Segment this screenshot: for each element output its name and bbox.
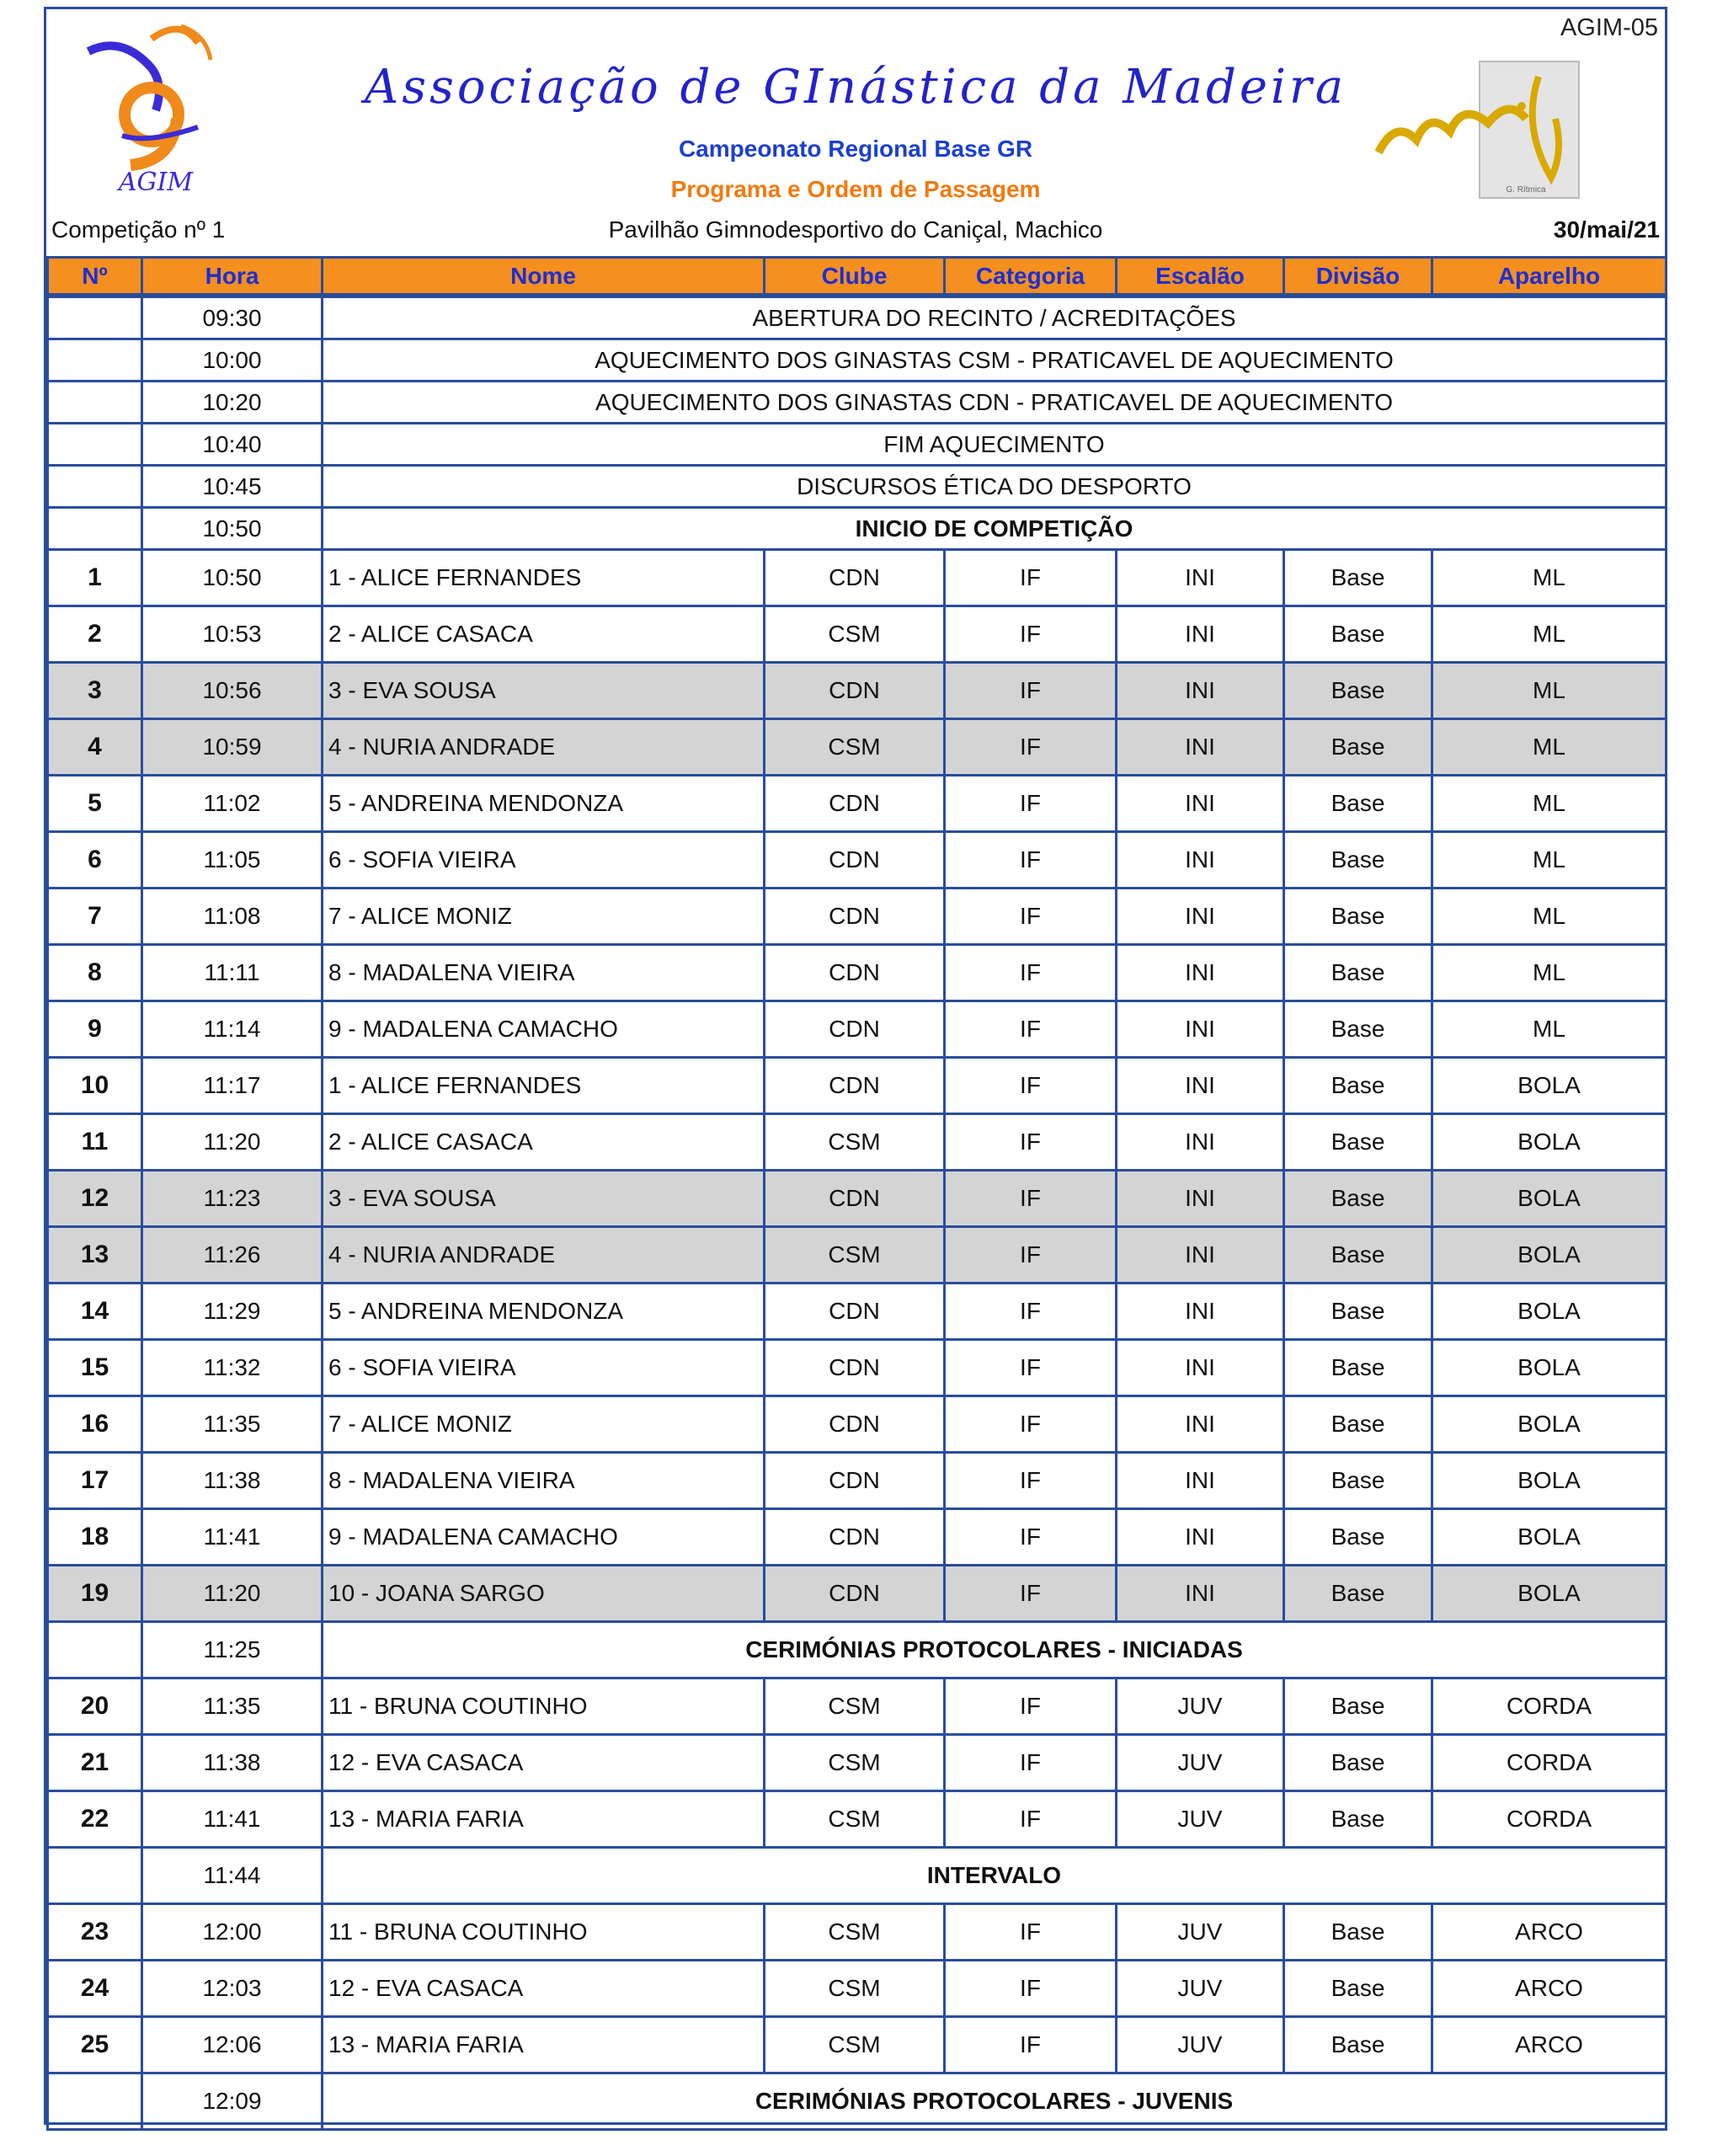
cell-nome: 13 - MARIA FARIA <box>323 1791 765 1848</box>
event-row <box>48 382 1667 424</box>
cell-categoria: IF <box>945 550 1117 606</box>
cell-no: 2 <box>48 606 142 663</box>
cell-no: 25 <box>48 2017 142 2073</box>
cell-divisao: Base <box>1284 889 1432 945</box>
cell-nome: 7 - ALICE MONIZ <box>323 1396 765 1453</box>
cell-aparelho: BOLA <box>1432 1340 1667 1396</box>
cell-hora: 11:08 <box>142 889 323 945</box>
cell-no: 7 <box>48 889 142 945</box>
cell-hora: 11:32 <box>142 1340 323 1396</box>
event-row <box>48 296 1667 339</box>
cell-no <box>48 1622 142 1678</box>
cell-no: 11 <box>48 1114 142 1171</box>
table-row <box>48 1453 1667 1509</box>
cell-aparelho: ML <box>1432 776 1667 832</box>
cell-aparelho: BOLA <box>1432 1509 1667 1566</box>
cell-no <box>48 339 142 382</box>
cell-hora: 10:20 <box>142 382 323 424</box>
cell-event-text: ABERTURA DO RECINTO / ACREDITAÇÕES <box>323 296 1667 339</box>
table-row <box>48 550 1667 606</box>
schedule-body <box>48 296 1667 2130</box>
cell-event-text: DISCURSOS ÉTICA DO DESPORTO <box>323 466 1667 508</box>
table-row <box>48 776 1667 832</box>
cell-escalao: INI <box>1117 776 1284 832</box>
cell-categoria: IF <box>945 889 1117 945</box>
event-row <box>48 508 1667 550</box>
cell-no: 4 <box>48 719 142 776</box>
cell-nome: 12 - EVA CASACA <box>323 1961 765 2017</box>
cell-categoria: IF <box>945 776 1117 832</box>
col-header-nome: Nome <box>323 258 765 296</box>
logo-right-text: G. Rítmica <box>1506 185 1546 195</box>
cell-clube: CSM <box>765 1791 945 1848</box>
venue: Pavilhão Gimnodesportivo do Caniçal, Machico <box>608 216 1103 243</box>
cell-divisao: Base <box>1284 719 1432 776</box>
cell-hora: 11:11 <box>142 945 323 1001</box>
cell-nome: 11 - BRUNA COUTINHO <box>323 1904 765 1961</box>
cell-nome: 9 - MADALENA CAMACHO <box>323 1509 765 1566</box>
cell-no: 6 <box>48 832 142 889</box>
cell-hora: 12:00 <box>142 1904 323 1961</box>
event-row <box>48 339 1667 382</box>
cell-clube: CDN <box>765 1058 945 1114</box>
cell-aparelho: ARCO <box>1432 2017 1667 2073</box>
document-frame <box>44 7 1667 2125</box>
table-row <box>48 1340 1667 1396</box>
cell-clube: CDN <box>765 1566 945 1622</box>
cell-divisao: Base <box>1284 1791 1432 1848</box>
competition-date: 30/mai/21 <box>1553 216 1660 243</box>
cell-nome: 4 - NURIA ANDRADE <box>323 1227 765 1283</box>
cell-divisao: Base <box>1284 832 1432 889</box>
table-row <box>48 1283 1667 1340</box>
logo-left-text: AGIM <box>118 168 194 195</box>
cell-nome: 6 - SOFIA VIEIRA <box>323 832 765 889</box>
cell-hora: 11:14 <box>142 1001 323 1058</box>
cell-categoria: IF <box>945 1453 1117 1509</box>
col-header-escalao: Escalão <box>1117 258 1284 296</box>
cell-categoria: IF <box>945 1283 1117 1340</box>
cell-no <box>48 424 142 466</box>
cell-escalao: INI <box>1117 663 1284 719</box>
cell-hora: 12:09 <box>142 2073 323 2130</box>
cell-clube: CDN <box>765 550 945 606</box>
cell-event-text: CERIMÓNIAS PROTOCOLARES - JUVENIS <box>323 2073 1667 2130</box>
cell-no: 5 <box>48 776 142 832</box>
cell-aparelho: BOLA <box>1432 1058 1667 1114</box>
rhythmic-gymnastics-logo-icon <box>1370 60 1597 207</box>
table-row <box>48 889 1667 945</box>
document-header <box>46 9 1665 258</box>
cell-event-text: INTERVALO <box>323 1848 1667 1904</box>
cell-categoria: IF <box>945 719 1117 776</box>
col-header-hora: Hora <box>142 258 323 296</box>
cell-hora: 11:02 <box>142 776 323 832</box>
cell-categoria: IF <box>945 1678 1117 1735</box>
table-row <box>48 1171 1667 1227</box>
cell-aparelho: ML <box>1432 606 1667 663</box>
cell-hora: 10:40 <box>142 424 323 466</box>
cell-categoria: IF <box>945 606 1117 663</box>
cell-escalao: INI <box>1117 1340 1284 1396</box>
cell-no <box>48 1848 142 1904</box>
cell-no: 15 <box>48 1340 142 1396</box>
cell-clube: CSM <box>765 606 945 663</box>
cell-nome: 12 - EVA CASACA <box>323 1735 765 1791</box>
program-title: Programa e Ordem de Passagem <box>670 176 1041 202</box>
cell-escalao: INI <box>1117 1453 1284 1509</box>
cell-aparelho: BOLA <box>1432 1453 1667 1509</box>
cell-hora: 11:26 <box>142 1227 323 1283</box>
table-row <box>48 606 1667 663</box>
cell-hora: 11:38 <box>142 1453 323 1509</box>
cell-hora: 11:41 <box>142 1509 323 1566</box>
cell-no: 24 <box>48 1961 142 2017</box>
cell-escalao: INI <box>1117 1227 1284 1283</box>
cell-aparelho: ML <box>1432 719 1667 776</box>
cell-no <box>48 508 142 550</box>
cell-hora: 11:41 <box>142 1791 323 1848</box>
schedule-table <box>46 256 1667 2131</box>
cell-hora: 11:23 <box>142 1171 323 1227</box>
cell-divisao: Base <box>1284 1735 1432 1791</box>
table-row <box>48 1961 1667 2017</box>
cell-aparelho: CORDA <box>1432 1791 1667 1848</box>
table-row <box>48 2017 1667 2073</box>
cell-clube: CDN <box>765 889 945 945</box>
col-header-divisao: Divisão <box>1284 258 1432 296</box>
cell-nome: 2 - ALICE CASACA <box>323 1114 765 1171</box>
cell-escalao: INI <box>1117 719 1284 776</box>
cell-categoria: IF <box>945 663 1117 719</box>
cell-divisao: Base <box>1284 945 1432 1001</box>
cell-divisao: Base <box>1284 1058 1432 1114</box>
table-row <box>48 719 1667 776</box>
cell-nome: 11 - BRUNA COUTINHO <box>323 1678 765 1735</box>
col-header-categoria: Categoria <box>945 258 1117 296</box>
cell-escalao: INI <box>1117 1001 1284 1058</box>
table-row <box>48 1227 1667 1283</box>
cell-hora: 11:05 <box>142 832 323 889</box>
cell-no: 19 <box>48 1566 142 1622</box>
col-header-no: Nº <box>48 258 142 296</box>
cell-hora: 11:29 <box>142 1283 323 1340</box>
cell-escalao: JUV <box>1117 2017 1284 2073</box>
cell-hora: 12:03 <box>142 1961 323 2017</box>
cell-clube: CDN <box>765 1509 945 1566</box>
cell-no: 12 <box>48 1171 142 1227</box>
table-row <box>48 1791 1667 1848</box>
cell-nome: 1 - ALICE FERNANDES <box>323 1058 765 1114</box>
cell-escalao: JUV <box>1117 1735 1284 1791</box>
cell-divisao: Base <box>1284 1678 1432 1735</box>
cell-nome: 5 - ANDREINA MENDONZA <box>323 1283 765 1340</box>
cell-escalao: JUV <box>1117 1904 1284 1961</box>
document-code: AGIM-05 <box>1560 14 1658 41</box>
cell-categoria: IF <box>945 1509 1117 1566</box>
cell-nome: 10 - JOANA SARGO <box>323 1566 765 1622</box>
cell-event-text: CERIMÓNIAS PROTOCOLARES - INICIADAS <box>323 1622 1667 1678</box>
cell-clube: CDN <box>765 1001 945 1058</box>
cell-aparelho: ARCO <box>1432 1904 1667 1961</box>
cell-nome: 2 - ALICE CASACA <box>323 606 765 663</box>
table-row <box>48 663 1667 719</box>
cell-escalao: INI <box>1117 1058 1284 1114</box>
cell-categoria: IF <box>945 1340 1117 1396</box>
cell-divisao: Base <box>1284 1001 1432 1058</box>
cell-categoria: IF <box>945 1001 1117 1058</box>
cell-aparelho: BOLA <box>1432 1396 1667 1453</box>
cell-categoria: IF <box>945 1735 1117 1791</box>
table-row <box>48 1566 1667 1622</box>
cell-hora: 11:20 <box>142 1566 323 1622</box>
cell-escalao: INI <box>1117 1283 1284 1340</box>
cell-clube: CSM <box>765 719 945 776</box>
table-row <box>48 1114 1667 1171</box>
cell-nome: 8 - MADALENA VIEIRA <box>323 945 765 1001</box>
cell-no: 9 <box>48 1001 142 1058</box>
cell-clube: CSM <box>765 1227 945 1283</box>
cell-aparelho: BOLA <box>1432 1227 1667 1283</box>
cell-divisao: Base <box>1284 606 1432 663</box>
table-header-row <box>48 258 1667 296</box>
cell-clube: CSM <box>765 1961 945 2017</box>
section-row <box>48 1848 1667 1904</box>
cell-clube: CSM <box>765 2017 945 2073</box>
cell-nome: 3 - EVA SOUSA <box>323 1171 765 1227</box>
cell-divisao: Base <box>1284 1396 1432 1453</box>
table-row <box>48 1904 1667 1961</box>
cell-hora: 11:20 <box>142 1114 323 1171</box>
cell-clube: CDN <box>765 663 945 719</box>
cell-clube: CSM <box>765 1904 945 1961</box>
col-header-aparelho: Aparelho <box>1432 258 1667 296</box>
cell-categoria: IF <box>945 1171 1117 1227</box>
cell-aparelho: CORDA <box>1432 1678 1667 1735</box>
cell-event-text: FIM AQUECIMENTO <box>323 424 1667 466</box>
cell-no: 8 <box>48 945 142 1001</box>
cell-no <box>48 2073 142 2130</box>
cell-clube: CSM <box>765 1735 945 1791</box>
cell-aparelho: ML <box>1432 889 1667 945</box>
cell-categoria: IF <box>945 1566 1117 1622</box>
section-row <box>48 1622 1667 1678</box>
cell-categoria: IF <box>945 1058 1117 1114</box>
cell-aparelho: BOLA <box>1432 1171 1667 1227</box>
cell-categoria: IF <box>945 1114 1117 1171</box>
cell-clube: CDN <box>765 1453 945 1509</box>
table-row <box>48 1509 1667 1566</box>
cell-clube: CDN <box>765 1396 945 1453</box>
cell-clube: CDN <box>765 832 945 889</box>
cell-categoria: IF <box>945 1227 1117 1283</box>
cell-divisao: Base <box>1284 1171 1432 1227</box>
cell-escalao: JUV <box>1117 1791 1284 1848</box>
cell-divisao: Base <box>1284 1509 1432 1566</box>
cell-no: 1 <box>48 550 142 606</box>
cell-escalao: INI <box>1117 832 1284 889</box>
cell-no <box>48 296 142 339</box>
cell-escalao: INI <box>1117 1171 1284 1227</box>
cell-aparelho: ML <box>1432 663 1667 719</box>
cell-no: 22 <box>48 1791 142 1848</box>
cell-divisao: Base <box>1284 1453 1432 1509</box>
championship-title: Campeonato Regional Base GR <box>678 136 1033 162</box>
cell-hora: 12:06 <box>142 2017 323 2073</box>
cell-aparelho: ML <box>1432 832 1667 889</box>
cell-no: 14 <box>48 1283 142 1340</box>
cell-aparelho: CORDA <box>1432 1735 1667 1791</box>
cell-aparelho: ARCO <box>1432 1961 1667 2017</box>
cell-hora: 10:50 <box>142 550 323 606</box>
cell-hora: 09:30 <box>142 296 323 339</box>
cell-clube: CSM <box>765 1114 945 1171</box>
event-row <box>48 424 1667 466</box>
col-header-clube: Clube <box>765 258 945 296</box>
cell-categoria: IF <box>945 1904 1117 1961</box>
cell-no: 13 <box>48 1227 142 1283</box>
cell-clube: CDN <box>765 1171 945 1227</box>
cell-hora: 10:56 <box>142 663 323 719</box>
cell-aparelho: ML <box>1432 945 1667 1001</box>
cell-divisao: Base <box>1284 1283 1432 1340</box>
cell-hora: 11:25 <box>142 1622 323 1678</box>
cell-categoria: IF <box>945 1961 1117 2017</box>
cell-no: 16 <box>48 1396 142 1453</box>
cell-nome: 7 - ALICE MONIZ <box>323 889 765 945</box>
table-row <box>48 1001 1667 1058</box>
cell-nome: 3 - EVA SOUSA <box>323 663 765 719</box>
cell-no: 3 <box>48 663 142 719</box>
cell-clube: CDN <box>765 1283 945 1340</box>
table-row <box>48 1678 1667 1735</box>
cell-divisao: Base <box>1284 663 1432 719</box>
section-row <box>48 2073 1667 2130</box>
cell-divisao: Base <box>1284 550 1432 606</box>
cell-escalao: INI <box>1117 606 1284 663</box>
cell-hora: 10:00 <box>142 339 323 382</box>
cell-nome: 5 - ANDREINA MENDONZA <box>323 776 765 832</box>
cell-escalao: INI <box>1117 1566 1284 1622</box>
cell-divisao: Base <box>1284 1961 1432 2017</box>
cell-nome: 4 - NURIA ANDRADE <box>323 719 765 776</box>
cell-hora: 10:50 <box>142 508 323 550</box>
cell-event-text: AQUECIMENTO DOS GINASTAS CSM - PRATICAVEL DE AQUECIMENTO <box>323 339 1667 382</box>
cell-nome: 13 - MARIA FARIA <box>323 2017 765 2073</box>
cell-no: 18 <box>48 1509 142 1566</box>
cell-no: 23 <box>48 1904 142 1961</box>
cell-clube: CDN <box>765 776 945 832</box>
cell-divisao: Base <box>1284 1227 1432 1283</box>
cell-hora: 11:35 <box>142 1678 323 1735</box>
table-row <box>48 1396 1667 1453</box>
cell-escalao: JUV <box>1117 1678 1284 1735</box>
cell-divisao: Base <box>1284 1340 1432 1396</box>
cell-aparelho: ML <box>1432 1001 1667 1058</box>
table-row <box>48 832 1667 889</box>
cell-clube: CDN <box>765 1340 945 1396</box>
cell-hora: 11:38 <box>142 1735 323 1791</box>
event-row <box>48 466 1667 508</box>
cell-divisao: Base <box>1284 776 1432 832</box>
cell-hora: 10:53 <box>142 606 323 663</box>
cell-nome: 9 - MADALENA CAMACHO <box>323 1001 765 1058</box>
cell-clube: CSM <box>765 1678 945 1735</box>
competition-number: Competição nº 1 <box>51 216 226 243</box>
cell-hora: 10:59 <box>142 719 323 776</box>
cell-categoria: IF <box>945 1791 1117 1848</box>
cell-hora: 11:44 <box>142 1848 323 1904</box>
cell-escalao: INI <box>1117 1114 1284 1171</box>
cell-escalao: INI <box>1117 1396 1284 1453</box>
cell-divisao: Base <box>1284 1904 1432 1961</box>
org-title: Associação de GInástica da Madeira <box>364 60 1347 115</box>
cell-divisao: Base <box>1284 1566 1432 1622</box>
cell-no: 21 <box>48 1735 142 1791</box>
cell-categoria: IF <box>945 945 1117 1001</box>
table-row <box>48 945 1667 1001</box>
cell-aparelho: BOLA <box>1432 1566 1667 1622</box>
cell-no: 20 <box>48 1678 142 1735</box>
cell-aparelho: ML <box>1432 550 1667 606</box>
cell-escalao: INI <box>1117 889 1284 945</box>
cell-hora: 11:17 <box>142 1058 323 1114</box>
cell-no <box>48 382 142 424</box>
cell-aparelho: BOLA <box>1432 1114 1667 1171</box>
cell-divisao: Base <box>1284 1114 1432 1171</box>
cell-event-text: INICIO DE COMPETIÇÃO <box>323 508 1667 550</box>
table-row <box>48 1735 1667 1791</box>
cell-aparelho: BOLA <box>1432 1283 1667 1340</box>
cell-nome: 6 - SOFIA VIEIRA <box>323 1340 765 1396</box>
cell-categoria: IF <box>945 1396 1117 1453</box>
cell-escalao: INI <box>1117 1509 1284 1566</box>
cell-escalao: INI <box>1117 550 1284 606</box>
cell-categoria: IF <box>945 832 1117 889</box>
cell-nome: 8 - MADALENA VIEIRA <box>323 1453 765 1509</box>
cell-no: 17 <box>48 1453 142 1509</box>
table-row <box>48 1058 1667 1114</box>
cell-no: 10 <box>48 1058 142 1114</box>
cell-hora: 11:35 <box>142 1396 323 1453</box>
cell-event-text: AQUECIMENTO DOS GINASTAS CDN - PRATICAVEL DE AQUECIMENTO <box>323 382 1667 424</box>
cell-no <box>48 466 142 508</box>
cell-hora: 10:45 <box>142 466 323 508</box>
cell-divisao: Base <box>1284 2017 1432 2073</box>
cell-escalao: JUV <box>1117 1961 1284 2017</box>
cell-clube: CDN <box>765 945 945 1001</box>
cell-nome: 1 - ALICE FERNANDES <box>323 550 765 606</box>
cell-categoria: IF <box>945 2017 1117 2073</box>
cell-escalao: INI <box>1117 945 1284 1001</box>
